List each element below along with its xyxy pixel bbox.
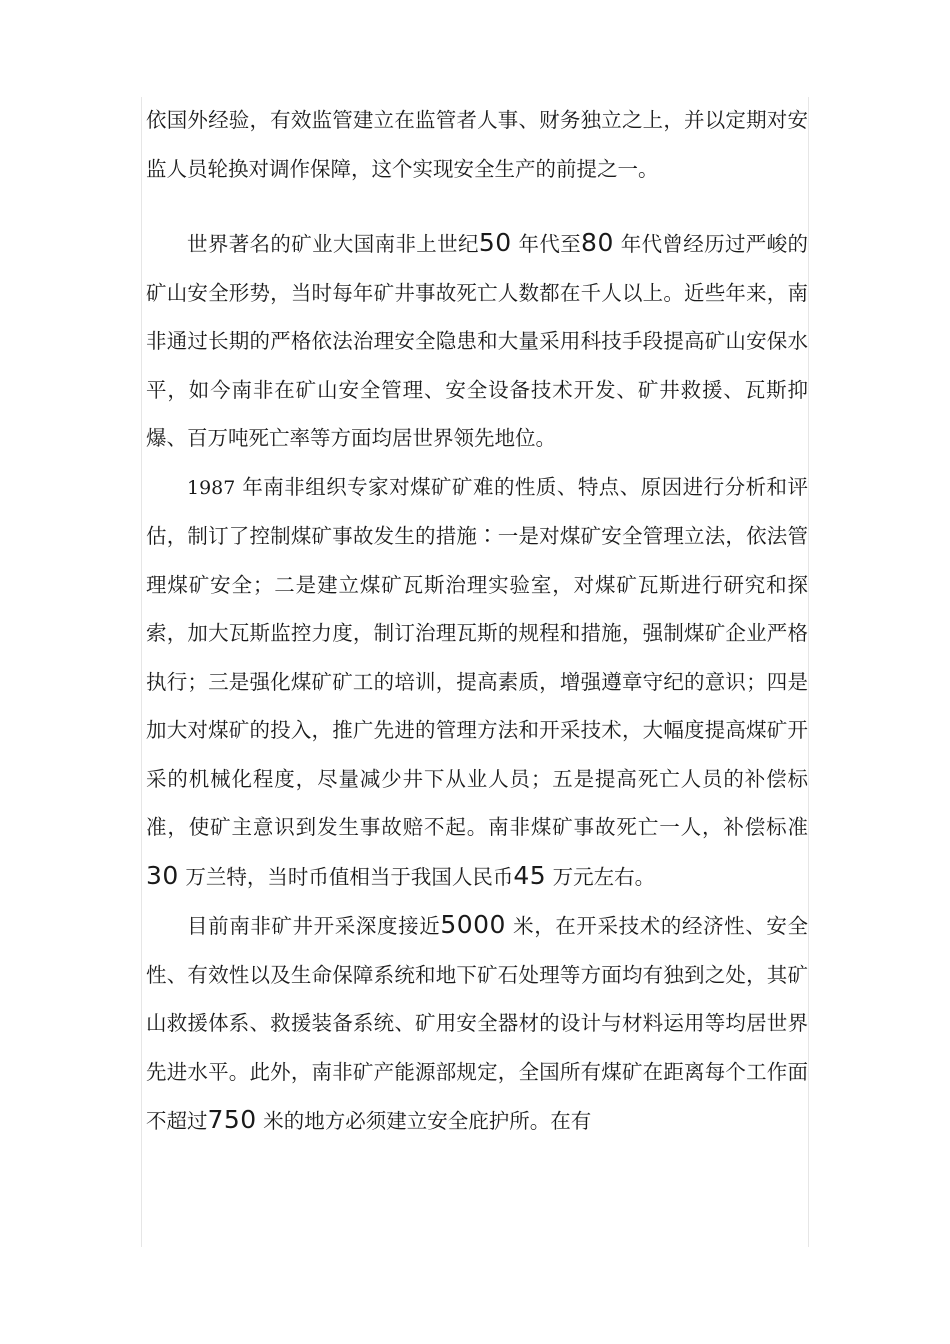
- document-body: [146, 96, 808, 1146]
- inline-year: 1987: [187, 476, 236, 499]
- page-margin-line-left: [141, 97, 142, 1247]
- paragraph-text: 万元左右。: [546, 864, 656, 889]
- paragraph-text: 米，在开采技术的经济性、安全性、有效性以及生命保障系统和地下矿石处理等方面均有独到之处，其矿山救援体系、救援装备系统、矿用安全器材的设计与材料运用等均居世界先进水平。此外，南非矿产能源部规定，全国所有煤矿在距离每个工作面不超过: [146, 914, 809, 1133]
- inline-number: 750: [207, 1105, 257, 1134]
- paragraph-text: 目前南非矿井开采深度接近: [187, 914, 441, 938]
- inline-number: 80: [581, 228, 614, 257]
- paragraph: [146, 901, 808, 1146]
- paragraph-text: 依国外经验，有效监管建立在监管者人事、财务独立之上，并以定期对安监人员轮换对调作保障，这个实现安全生产的前提之一。: [146, 108, 808, 181]
- paragraph-text: 年南非组织专家对煤矿矿难的性质、特点、原因进行分析和评估，制订了控制煤矿事故发生的措施∶一是对煤矿安全管理立法，依法管理煤矿安全；二是建立煤矿瓦斯治理实验室，对煤矿瓦斯进行研究和探索，加大瓦斯监控力度，制订治理瓦斯的规程和措施，强制煤矿企业严格执行；三是强化煤矿矿工的培训，提高素质，增强遵章守纪的意识；四是加大对煤矿的投入，推广先进的管理方法和开采技术，大幅度提高煤矿开采的机械化程度，尽量减少井下从业人员；五是提高死亡人员的补偿标准，使矿主意识到发生事故赔不起。南非煤矿事故死亡一人，补偿标准: [146, 474, 808, 839]
- inline-number: 5000: [440, 910, 506, 939]
- paragraph: [146, 463, 808, 902]
- paragraph-text: 万兰特，当时币值相当于我国人民币: [178, 864, 514, 889]
- page-margin-line-right: [808, 97, 809, 1247]
- paragraph-text: 年代曾经历过严峻的矿山安全形势，当时每年矿井事故死亡人数都在千人以上。近些年来，南非通过长期的严格依法治理安全隐患和大量采用科技手段提高矿山安保水平，如今南非在矿山安全管理、安全设备技术开发、矿井救援、瓦斯抑爆、百万吨死亡率等方面均居世界领先地位。: [146, 232, 808, 450]
- inline-number: 30: [146, 860, 179, 890]
- paragraph-text: 年代至: [511, 232, 582, 256]
- paragraph: [146, 96, 808, 193]
- paragraph-text: 米的地方必须建立安全庇护所。在有: [256, 1109, 592, 1133]
- inline-number: 50: [478, 228, 512, 257]
- inline-number: 45: [513, 860, 547, 890]
- paragraph: [146, 219, 808, 463]
- paragraph-text: 世界著名的矿业大国南非上世纪: [187, 232, 479, 256]
